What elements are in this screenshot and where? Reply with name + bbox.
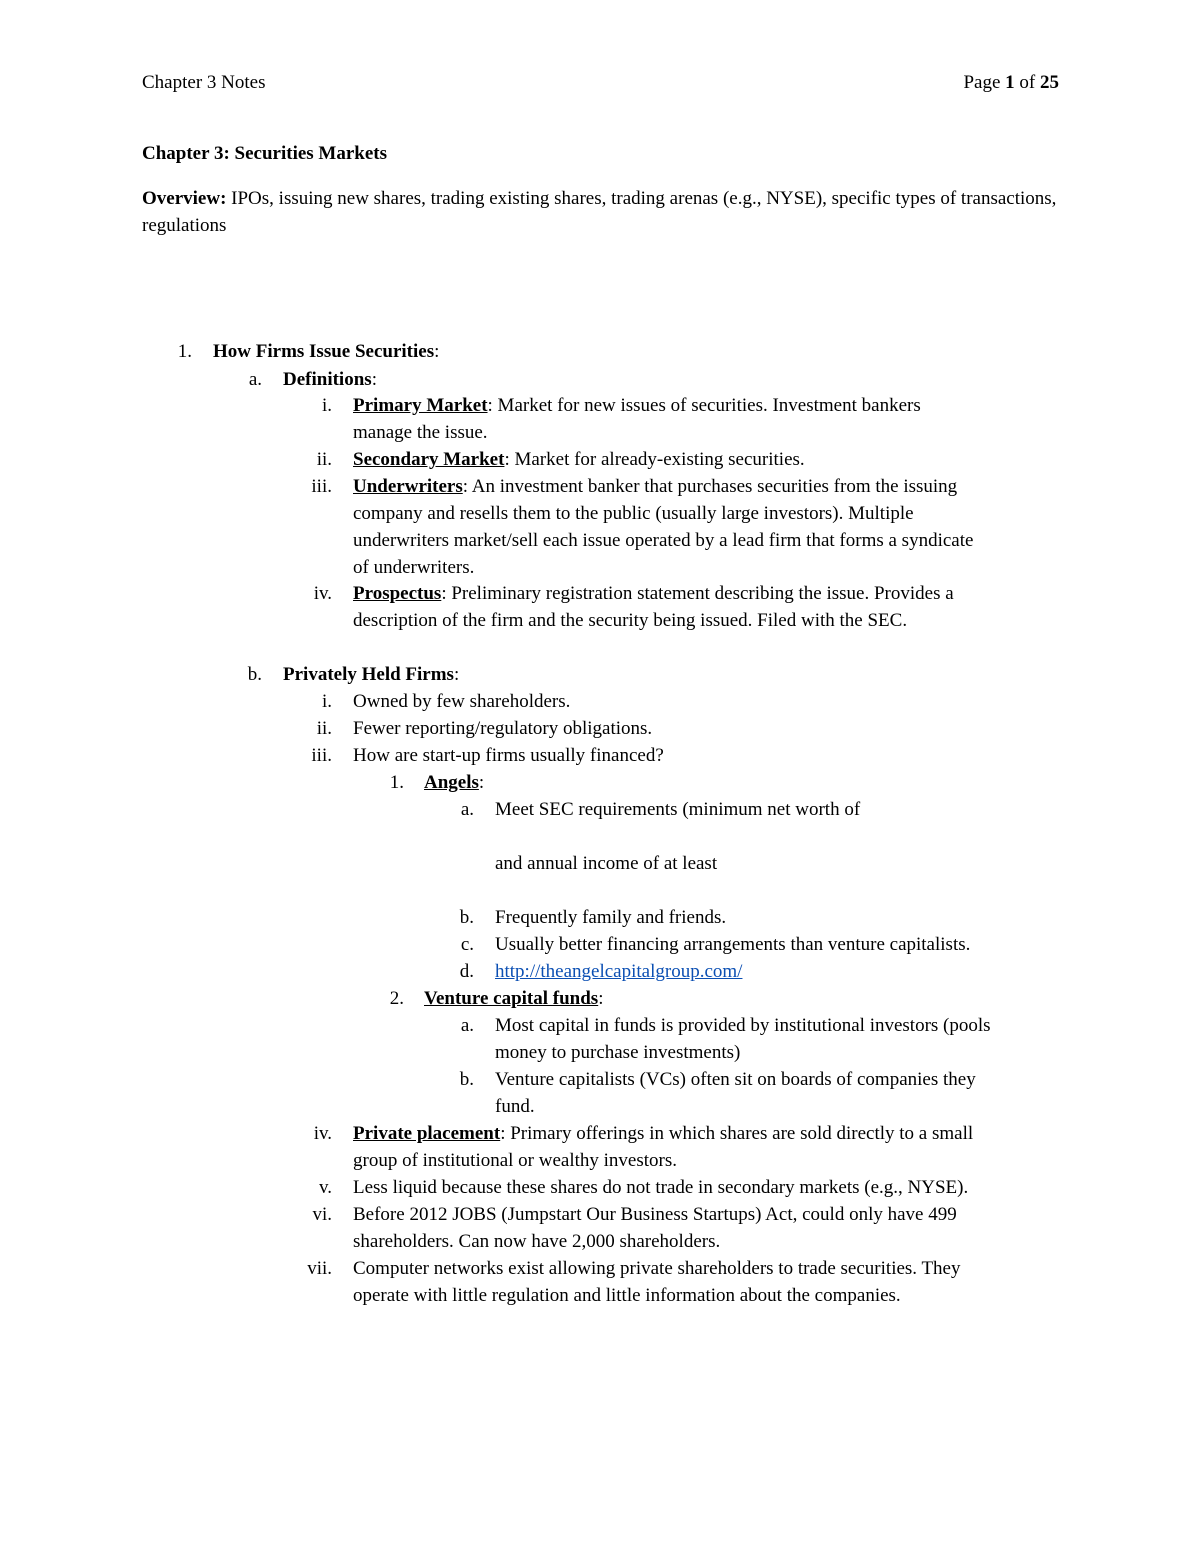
list-item-text: and annual income of at least <box>495 853 718 874</box>
list-item-text: : Primary offerings in which shares are sold directly to a small <box>500 1123 974 1144</box>
chapter-title: Chapter 3: Securities Markets <box>142 143 388 164</box>
list-marker: b. <box>459 1069 474 1090</box>
list-item-text: operate with little regulation and little information about the companies. <box>353 1285 901 1306</box>
list-marker: d. <box>459 961 474 982</box>
list-marker: ii. <box>316 449 332 470</box>
list-marker: iv. <box>313 583 332 604</box>
list-marker: b. <box>459 907 474 928</box>
subsection-a-number: a. <box>248 369 262 390</box>
list-item-text: Before 2012 JOBS (Jumpstart Our Business Startups) Act, could only have 499 <box>353 1204 957 1225</box>
angels-title: Angels <box>424 772 479 793</box>
angels-colon: : <box>478 772 485 793</box>
list-item-text: Computer networks exist allowing private shareholders to trade securities. They <box>353 1258 961 1279</box>
page-total: 25 <box>1040 72 1059 93</box>
list-item-text: fund. <box>495 1096 535 1117</box>
list-marker: 1. <box>389 772 404 793</box>
list-marker: c. <box>460 934 474 955</box>
section-1-number: 1. <box>177 341 192 362</box>
definition-term: Primary Market <box>353 395 488 416</box>
definition-text: description of the firm and the security being issued. Filed with the SEC. <box>353 610 908 631</box>
subsection-a-title: Definitions <box>283 369 372 390</box>
subsection-b-title: Privately Held Firms <box>283 664 454 685</box>
definition-term: Secondary Market <box>353 449 505 470</box>
list-marker: ii. <box>316 718 332 739</box>
page-current: 1 <box>1005 72 1015 93</box>
page-of: of <box>1014 72 1040 93</box>
list-item-text: group of institutional or wealthy investors. <box>353 1150 678 1171</box>
list-marker: a. <box>460 799 474 820</box>
page-prefix: Page <box>963 72 1006 93</box>
definition-text: : Market for already-existing securities. <box>504 449 805 470</box>
definition-text: company and resells them to the public (usually large investors). Multiple <box>353 503 914 524</box>
overview-text: IPOs, issuing new shares, trading existing shares, trading arenas (e.g., NYSE), specific types of transactions, regulations <box>142 188 1057 236</box>
definition-term: Private placement <box>353 1123 501 1144</box>
section-1-colon: : <box>434 341 440 362</box>
list-item-text: money to purchase investments) <box>495 1042 741 1063</box>
list-item-text: Fewer reporting/regulatory obligations. <box>353 718 653 739</box>
list-marker: vi. <box>312 1204 332 1225</box>
overview-paragraph <box>142 185 1062 239</box>
list-marker: 2. <box>389 988 404 1009</box>
list-item-text: Most capital in funds is provided by institutional investors (pools <box>495 1015 991 1036</box>
list-marker: iii. <box>311 476 332 497</box>
list-marker: iii. <box>311 745 332 766</box>
definition-text: : An investment banker that purchases securities from the issuing <box>462 476 958 497</box>
list-item-text: How are start-up firms usually financed? <box>353 745 664 766</box>
list-item-text: Venture capitalists (VCs) often sit on boards of companies they <box>495 1069 976 1090</box>
definition-text: underwriters market/sell each issue operated by a lead firm that forms a syndicate <box>353 530 974 551</box>
definition-text: of underwriters. <box>353 557 475 578</box>
definition-text: : Preliminary registration statement describing the issue. Provides a <box>441 583 954 604</box>
vc-colon: : <box>598 988 604 1009</box>
definition-text: manage the issue. <box>353 422 488 443</box>
list-item-text: Owned by few shareholders. <box>353 691 571 712</box>
subsection-a-colon: : <box>371 369 377 390</box>
angel-capital-link[interactable]: http://theangelcapitalgroup.com/ <box>495 961 743 982</box>
header-left: Chapter 3 Notes <box>142 72 266 93</box>
list-marker: a. <box>460 1015 474 1036</box>
header-page-number <box>963 72 1059 94</box>
list-item-text: shareholders. Can now have 2,000 shareholders. <box>353 1231 721 1252</box>
subsection-b-number: b. <box>247 664 262 685</box>
list-item-text: Less liquid because these shares do not trade in secondary markets (e.g., NYSE). <box>353 1177 969 1198</box>
list-marker: vii. <box>307 1258 332 1279</box>
list-marker: v. <box>318 1177 332 1198</box>
list-item-text: Meet SEC requirements (minimum net worth of <box>495 799 861 820</box>
subsection-b-colon: : <box>453 664 460 685</box>
section-1-title: How Firms Issue Securities <box>213 341 435 362</box>
definition-text: : Market for new issues of securities. Investment bankers <box>487 395 921 416</box>
vc-title: Venture capital funds <box>424 988 599 1009</box>
definition-term: Prospectus <box>353 583 442 604</box>
list-marker: i. <box>321 395 332 416</box>
definition-term: Underwriters <box>353 476 463 497</box>
list-item-text: Usually better financing arrangements than venture capitalists. <box>495 934 971 955</box>
list-marker: i. <box>321 691 332 712</box>
overview-label: Overview: <box>142 188 227 209</box>
list-marker: iv. <box>313 1123 332 1144</box>
list-item-text: Frequently family and friends. <box>495 907 727 928</box>
